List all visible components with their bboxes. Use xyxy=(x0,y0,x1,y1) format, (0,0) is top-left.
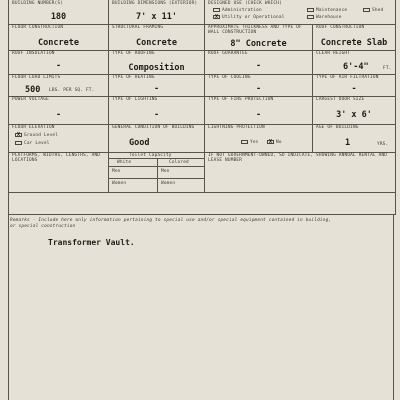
lightning-protection-cell xyxy=(205,124,313,152)
door-size-label: LARGEST DOOR SIZE xyxy=(316,97,365,102)
building-record-form xyxy=(8,0,396,215)
cooling-label: TYPE OF COOLING xyxy=(208,75,251,80)
floor-construction-value: Concrete xyxy=(38,38,79,48)
maintenance-checkbox[interactable] xyxy=(307,8,314,12)
roof-insulation-value: - xyxy=(55,61,62,71)
building-age-label: AGE OF BUILDING xyxy=(316,125,359,130)
maintenance-label: Maintenance xyxy=(316,8,348,13)
form-row-1 xyxy=(9,0,395,25)
air-filtration-cell xyxy=(313,74,395,96)
lightning-no-checkbox[interactable]: X xyxy=(268,139,272,145)
heating-label: TYPE OF HEATING xyxy=(112,75,155,80)
left-border xyxy=(8,214,9,400)
toilet-women-white-label: Women xyxy=(112,181,127,186)
roofing-type-label: TYPE OF ROOFING xyxy=(112,51,155,56)
building-number-cell xyxy=(9,0,109,24)
lightning-yes-label: Yes xyxy=(250,140,259,145)
heating-cell xyxy=(109,74,205,96)
roof-construction-label: ROOF CONSTRUCTION xyxy=(316,25,365,30)
warehouse-checkbox[interactable] xyxy=(307,15,314,19)
administration-label: Administration xyxy=(222,8,262,13)
clear-height-label: CLEAR HEIGHT xyxy=(316,51,351,56)
lighting-value: - xyxy=(153,110,160,120)
floor-load-unit: LBS. PER SQ. FT. xyxy=(49,88,95,93)
lighting-label: TYPE OF LIGHTING xyxy=(112,97,158,102)
cooling-value: - xyxy=(255,84,262,94)
fire-protection-label: TYPE OF FIRE PROTECTION xyxy=(208,97,274,102)
ground-level-label: Ground Level xyxy=(24,133,59,138)
floor-construction-label: FLOOR CONSTRUCTION xyxy=(12,25,64,30)
roof-guarantee-value: - xyxy=(255,61,262,71)
government-owned-cell xyxy=(205,152,395,192)
floor-elevation-label: FLOOR ELEVATION xyxy=(12,125,55,130)
designed-use-label: DESIGNED USE (CHECK WHICH) xyxy=(208,1,282,6)
wall-construction-value: 8" Concrete xyxy=(230,39,287,49)
designed-use-cell xyxy=(205,0,395,24)
roofing-type-cell xyxy=(109,50,205,74)
roof-insulation-label: ROOF INSULATION xyxy=(12,51,55,56)
lightning-protection-label: LIGHTNING PROTECTION xyxy=(208,125,265,130)
structural-framing-label: STRUCTURAL FRAMING xyxy=(112,25,164,30)
floor-load-label: FLOOR LOAD LIMITS xyxy=(12,75,61,80)
fire-protection-value: - xyxy=(255,110,262,120)
utility-checkbox[interactable]: X xyxy=(214,14,218,20)
floor-elevation-cell xyxy=(9,124,109,152)
dimensions-value: 7' x 11' xyxy=(136,12,177,22)
building-age-value: 1 xyxy=(345,138,351,148)
toilet-men-colored-label: Men xyxy=(161,169,170,174)
condition-value: Good xyxy=(129,138,150,148)
roof-construction-value: Concrete Slab xyxy=(320,38,388,48)
platforms-label: PLATFORMS, WIDTHS, LENGTHS, AND LOCATIONS xyxy=(12,153,101,163)
cooling-cell xyxy=(205,74,313,96)
roofing-type-value: Composition xyxy=(128,63,185,73)
form-row-6 xyxy=(9,124,395,153)
door-size-cell xyxy=(313,96,395,124)
roof-insulation-cell xyxy=(9,50,109,74)
building-age-unit: YRS. xyxy=(377,142,389,147)
form-row-3 xyxy=(9,50,395,75)
toilet-women-colored-label: Women xyxy=(161,181,176,186)
shed-label: Shed xyxy=(372,8,384,13)
roof-guarantee-label: ROOF GUARANTEE xyxy=(208,51,248,56)
air-filtration-label: TYPE OF AIR FILTRATION xyxy=(316,75,379,80)
car-level-checkbox[interactable] xyxy=(15,141,22,145)
right-border xyxy=(393,214,394,400)
floor-construction-cell xyxy=(9,24,109,50)
dimensions-label: BUILDING DIMENSIONS (EXTERIOR) xyxy=(112,1,198,6)
toilet-colored-header: Colored xyxy=(169,160,189,165)
roof-construction-cell xyxy=(313,24,395,50)
wall-construction-cell xyxy=(205,24,313,50)
form-row-2 xyxy=(9,24,395,51)
power-voltage-value: - xyxy=(55,110,62,120)
lightning-no-label: No xyxy=(276,140,282,145)
form-row-5 xyxy=(9,96,395,125)
toilet-men-white-label: Men xyxy=(112,169,121,174)
remarks-label: Remarks - Include here only information pertaining to special use and/or special equipment contained in building, xyxy=(10,218,332,223)
form-row-4 xyxy=(9,74,395,97)
toilet-capacity-cell xyxy=(109,152,205,192)
remarks-label-continued: or special construction xyxy=(10,224,76,229)
building-age-cell xyxy=(313,124,395,152)
clear-height-cell xyxy=(313,50,395,74)
warehouse-label: Warehouse xyxy=(316,15,342,20)
floor-load-cell xyxy=(9,74,109,96)
heating-value: - xyxy=(153,84,160,94)
utility-label: Utility or Operational xyxy=(222,15,285,20)
remarks-text: Transformer Vault. xyxy=(48,238,135,247)
clear-height-value: 6'-4" xyxy=(343,62,369,72)
administration-checkbox[interactable] xyxy=(213,8,220,12)
toilet-capacity-label: Toilet Capacity xyxy=(129,153,172,158)
building-number-label: BUILDING NUMBER(S) xyxy=(12,1,64,6)
platforms-cell xyxy=(9,152,109,192)
car-level-label: Car Level xyxy=(24,141,50,146)
ground-level-checkbox[interactable]: X xyxy=(16,132,20,138)
roof-guarantee-cell xyxy=(205,50,313,74)
power-voltage-cell xyxy=(9,96,109,124)
building-number-value: 180 xyxy=(50,12,67,22)
structural-framing-value: Concrete xyxy=(136,38,177,48)
floor-load-value: 500 xyxy=(25,85,41,95)
fire-protection-cell xyxy=(205,96,313,124)
power-voltage-label: POWER VOLTAGE xyxy=(12,97,49,102)
toilet-white-header: White xyxy=(117,160,132,165)
shed-checkbox[interactable] xyxy=(363,8,370,12)
dimensions-cell xyxy=(109,0,205,24)
structural-framing-cell xyxy=(109,24,205,50)
condition-label: GENERAL CONDITION OF BUILDING xyxy=(112,125,195,130)
condition-cell xyxy=(109,124,205,152)
form-row-7 xyxy=(9,152,395,193)
air-filtration-value: - xyxy=(351,84,357,94)
door-size-value: 3' x 6' xyxy=(336,110,372,120)
government-owned-label: IF NOT GOVERNMENT-OWNED, SO INDICATE, SHOWING ANNUAL RENTAL AND LEASE NUMBER xyxy=(208,153,388,163)
lighting-cell xyxy=(109,96,205,124)
lightning-yes-checkbox[interactable] xyxy=(241,140,248,144)
clear-height-unit: FT. xyxy=(383,66,392,71)
wall-construction-label: APPROXIMATE THICKNESS AND TYPE OF WALL CONSTRUCTION xyxy=(208,25,302,35)
